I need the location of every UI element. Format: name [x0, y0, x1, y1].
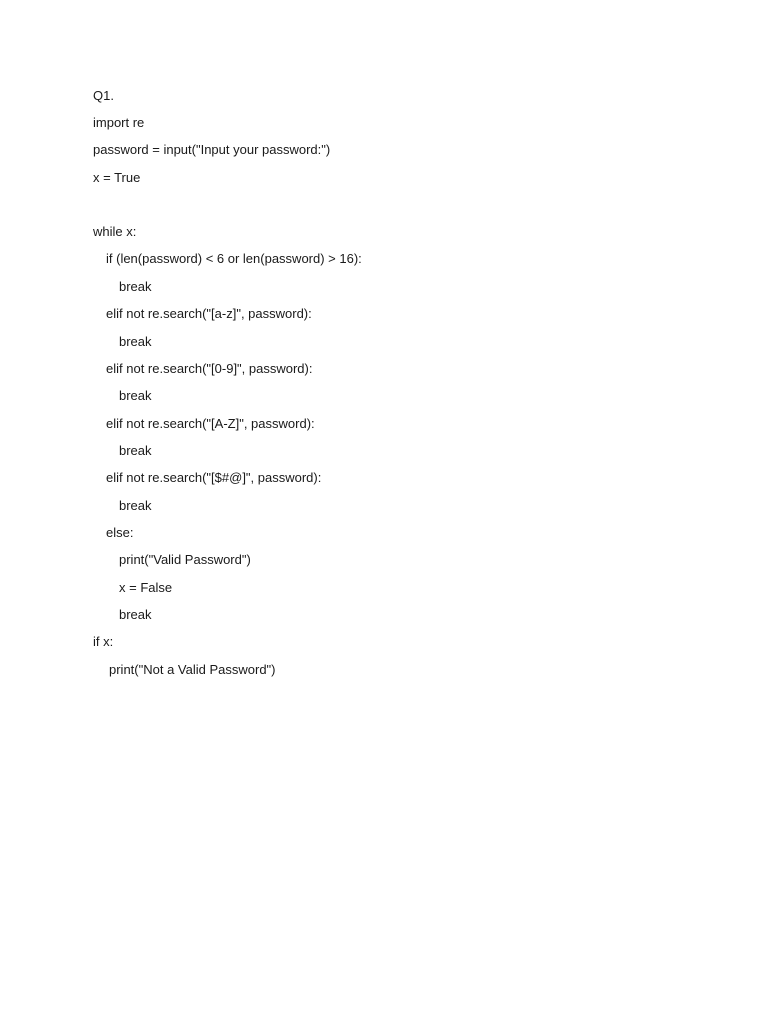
question-heading: Q1.	[93, 88, 114, 103]
code-line: elif not re.search("[$#@]", password):	[106, 470, 322, 485]
code-line: break	[119, 334, 152, 349]
code-line: import re	[93, 115, 145, 130]
code-line: x = False	[119, 580, 173, 595]
code-line: elif not re.search("[0-9]", password):	[106, 361, 313, 376]
code-line: password = input("Input your password:")	[93, 142, 331, 157]
code-line: break	[119, 388, 152, 403]
code-line: while x:	[93, 224, 137, 239]
code-line: break	[119, 498, 152, 513]
code-line: if (len(password) < 6 or len(password) > 16):	[106, 251, 362, 266]
code-line: x = True	[93, 170, 141, 185]
code-line: else:	[106, 525, 134, 540]
code-line: print("Valid Password")	[119, 552, 251, 567]
code-line: print("Not a Valid Password")	[109, 662, 276, 677]
code-line: break	[119, 607, 152, 622]
code-line: elif not re.search("[A-Z]", password):	[106, 416, 315, 431]
code-line: if x:	[93, 634, 114, 649]
code-line: break	[119, 279, 152, 294]
code-line: break	[119, 443, 152, 458]
code-line: elif not re.search("[a-z]", password):	[106, 306, 312, 321]
